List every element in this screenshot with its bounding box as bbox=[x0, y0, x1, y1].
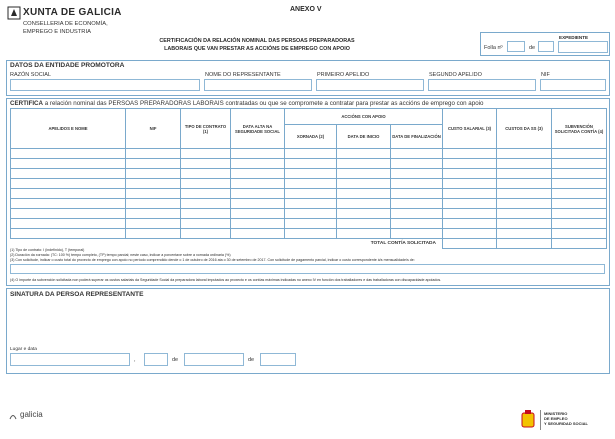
department-line-2: EMPREGO E INDUSTRIA bbox=[23, 29, 91, 35]
table-header-row-1 bbox=[11, 109, 607, 125]
table-row bbox=[11, 179, 607, 189]
folla-number-field[interactable] bbox=[507, 41, 525, 52]
nome-representante-label: NOME DO REPRESENTANTE bbox=[205, 72, 281, 78]
certify-lead: CERTIFICA bbox=[10, 100, 43, 107]
annex-label: ANEXO V bbox=[290, 6, 322, 13]
col-data-alta-header: DATA ALTA NA SEGURIDADE SOCIAL bbox=[231, 109, 285, 149]
razon-social-field[interactable] bbox=[10, 79, 200, 91]
table-row bbox=[11, 219, 607, 229]
expediente-field[interactable] bbox=[558, 41, 608, 53]
nif-field[interactable] bbox=[540, 79, 606, 91]
xunta-logo bbox=[7, 6, 127, 42]
date-de-label-2: de bbox=[248, 357, 255, 363]
logo-name: XUNTA DE GALICIA bbox=[23, 7, 122, 18]
ministry-divider bbox=[540, 410, 541, 430]
col-nif-header: NIF bbox=[126, 109, 181, 149]
col-accions-group-header: ACCIÓNS CON APOIO bbox=[285, 109, 443, 125]
table-row bbox=[11, 229, 607, 239]
segundo-apelido-label: SEGUNDO APELIDO bbox=[429, 72, 482, 78]
note-4: (4) O importe da subvención solicitada non poderá superar os custos salariais da Seguridade Social da preparadora laboral imputados ao proxecto e os contías máximas indicadas no anexo IV en función dos traballadores e das traballadoras con discapacidade apoiados. bbox=[10, 278, 442, 282]
total-subvencion-field[interactable] bbox=[552, 239, 607, 249]
certify-text: a relación nominal das PERSOAS PREPARADORAS LABORAIS contratadas ou que se compromete a contratar para prestar as accións de emprego con apoio bbox=[43, 100, 484, 107]
place-field[interactable] bbox=[10, 353, 130, 366]
table-row bbox=[11, 159, 607, 169]
ministry-line-1: MINISTERIO bbox=[544, 411, 568, 416]
document-title-line-2: LABORAIS QUE VAN PRESTAR AS ACCIÓNS DE EMPREGO CON APOIO bbox=[164, 46, 350, 52]
ministry-line-2: DE EMPLEO bbox=[544, 416, 568, 421]
ministry-logo bbox=[520, 408, 610, 432]
date-de-label-1: de bbox=[172, 357, 179, 363]
note-1: (1) Tipo de contrato: I (indefinido), T (temporal) bbox=[10, 248, 85, 252]
table-row bbox=[11, 189, 607, 199]
nome-representante-field[interactable] bbox=[204, 79, 312, 91]
table-row bbox=[11, 149, 607, 159]
primeiro-apelido-field[interactable] bbox=[316, 79, 424, 91]
total-label: TOTAL CONTÍA SOLICITADA bbox=[370, 241, 436, 247]
nif-label: NIF bbox=[541, 72, 550, 78]
staff-table bbox=[10, 108, 607, 249]
col-data-inicio-header: DATA DE INICIO bbox=[337, 125, 391, 149]
table-row bbox=[11, 169, 607, 179]
place-comma: , bbox=[134, 357, 136, 363]
folla-label: Folla nº bbox=[484, 45, 503, 51]
folla-de-label: de bbox=[529, 45, 536, 51]
col-custos-ss-header: CUSTOS DA SS (3) bbox=[497, 109, 552, 149]
col-xornada-header: XORNADA (2) bbox=[285, 125, 337, 149]
department-line-1: CONSELLERIA DE ECONOMÍA, bbox=[23, 21, 108, 27]
note-2: (2) Duración da xornada: (TC: 100 %) tempo completo, (TP) tempo parcial; neste caso, indicar a porcentaxe sobre a xornada ordinaria (%) bbox=[10, 253, 231, 257]
table-row bbox=[11, 199, 607, 209]
primeiro-apelido-label: PRIMEIRO APELIDO bbox=[317, 72, 370, 78]
col-apelidos-header: APELIDOS E NOME bbox=[11, 109, 126, 149]
col-custo-salarial-header: CUSTO SALARIAL (3) bbox=[443, 109, 497, 149]
note-3: (3) Con solicitude, indicar o custo total do proxecto de emprego con apoio no período comprendido dende o 1 de outubro de 2016 ata o 30 de setembro de 2017. Con solicitude de pagamento parcial, indicar o custo correspondente á/s mensualidade/s de: bbox=[10, 258, 415, 262]
document-title-line-1: CERTIFICACIÓN DA RELACIÓN NOMINAL DAS PERSOAS PREPARADORAS bbox=[159, 38, 355, 44]
table-row bbox=[11, 209, 607, 219]
total-custos-ss-field[interactable] bbox=[497, 239, 552, 249]
ministry-line-3: Y SEGURIDAD SOCIAL bbox=[544, 421, 588, 426]
col-tipo-contrato-header: TIPO DE CONTRATO (1) bbox=[181, 109, 231, 149]
certify-statement bbox=[10, 100, 483, 107]
folla-total-field[interactable] bbox=[538, 41, 554, 52]
col-data-finalizacion-header: DATA DE FINALIZACIÓN bbox=[391, 125, 443, 149]
year-field[interactable] bbox=[260, 353, 296, 366]
entity-section-title: DATOS DA ENTIDADE PROMOTORA bbox=[10, 62, 125, 69]
signature-section-title: SINATURA DA PERSOA REPRESENTANTE bbox=[10, 291, 144, 298]
col-subvencion-header: SUBVENCIÓN SOLICITADA CONTÍA (4) bbox=[552, 109, 607, 149]
spain-coat-of-arms-icon bbox=[520, 410, 536, 430]
xunta-emblem-icon bbox=[7, 6, 21, 20]
mensualidades-field[interactable] bbox=[10, 264, 605, 274]
total-custo-salarial-field[interactable] bbox=[443, 239, 497, 249]
footer-logo-text: galicia bbox=[20, 410, 43, 419]
month-field[interactable] bbox=[184, 353, 244, 366]
segundo-apelido-field[interactable] bbox=[428, 79, 536, 91]
razon-social-label: RAZÓN SOCIAL bbox=[10, 72, 51, 78]
total-row bbox=[11, 239, 607, 249]
galicia-brand-icon bbox=[8, 411, 18, 421]
place-date-label: Lugar e data bbox=[10, 347, 37, 352]
day-field[interactable] bbox=[144, 353, 168, 366]
expediente-label: EXPEDIENTE bbox=[559, 35, 589, 40]
